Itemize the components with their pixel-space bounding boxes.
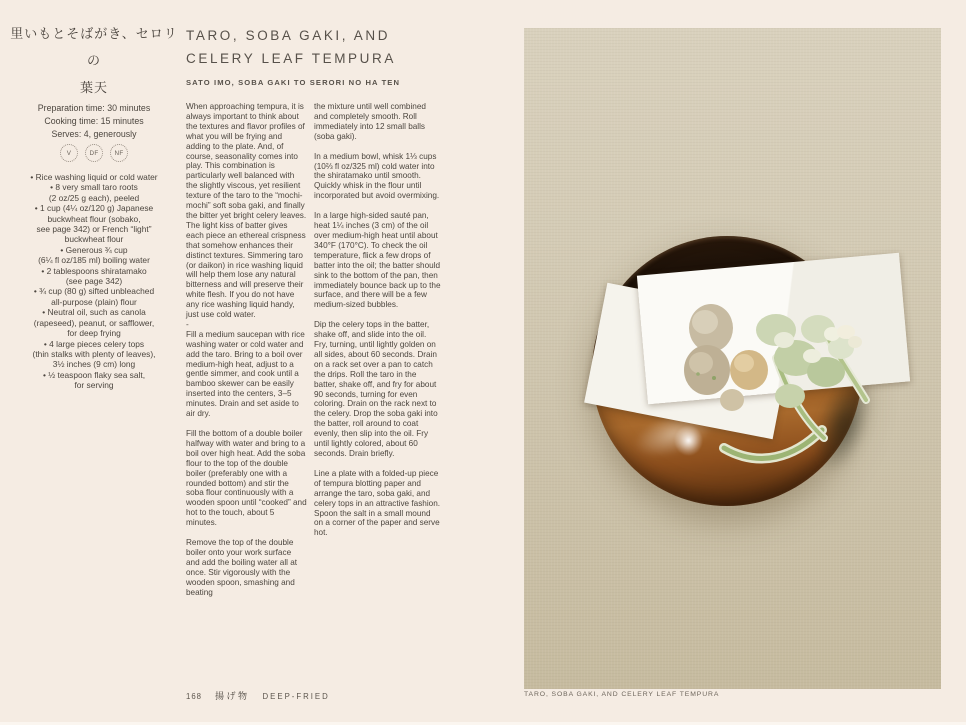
recipe-title-japanese: [8, 20, 180, 101]
chapter-name-english: DEEP-FRIED: [262, 692, 330, 701]
cook-time: Cooking time: 15 minutes: [44, 116, 144, 126]
instructions-column-1: [186, 102, 307, 598]
page-title: [186, 24, 446, 70]
page-footer: [186, 689, 330, 702]
recipe-title-japanese-line1: 里いもとそばがき、セロリの: [10, 26, 178, 68]
ingredient-line: (rapeseed), peanut, or safflower,: [33, 317, 155, 328]
ingredients-list: [2, 172, 186, 391]
page-number: 168: [186, 692, 203, 701]
recipe-subtitle-romaji: SATO IMO, SOBA GAKI TO SERORI NO HA TEN: [186, 78, 401, 87]
instruction-paragraph: In a medium bowl, whisk 1⅓ cups (10⅔ fl oz/325 ml) cold water into the shiratamako until smooth. Quickly whisk in the flour until incorporated but avoid overmixing.: [314, 151, 440, 201]
ingredient-line: (see page 342): [65, 276, 123, 287]
ingredient-line: • 2 tablespoons shiratamako: [41, 265, 147, 276]
page-title-line2: CELERY LEAF TEMPURA: [186, 51, 396, 66]
instruction-paragraph: When approaching tempura, it is always important to think about the textures and flavor profiles of what you will be frying and adding to the plate. And, of course, seasonality comes into play. This combination is particularly well balanced with the slightly viscous, yet resilient texture of the taro to the “mochi-mochi” soft soba gaki, and finally the bitter yet bright celery leaves. The light kiss of batter gives each piece an ethereal crispness that somehow enhances their distinct textures. Simmering taro (or daikon) in rice washing liquid will help them lose any natural bitterness and will preserve their white flesh. If you do not have any rice washing liquid handy, just use cold water.: [186, 102, 307, 320]
ingredient-line: buckwheat flour (sobako,: [47, 213, 141, 224]
prep-time: Preparation time: 30 minutes: [37, 103, 151, 113]
salt-mound: [674, 425, 703, 456]
instruction-paragraph: Remove the top of the double boiler onto your work surface and add the boiling water all at once. Stir vigorously with the wooden spoon, smashing and beating: [186, 538, 298, 597]
ingredient-line: • 4 large pieces celery tops: [43, 338, 145, 349]
instruction-paragraph: the mixture until well combined and completely smooth. Roll immediately into 12 small balls (soba gaki).: [314, 102, 426, 141]
ingredient-line: all-purpose (plain) flour: [51, 296, 137, 307]
ingredient-line: see page 342) or French “light”: [36, 224, 152, 235]
instruction-paragraph: In a large high-sided sauté pan, heat 1¼ inches (3 cm) of the oil over medium-high heat until about 340°F (170°C). To check the oil temperature, flick a few drops of batter into the oil; the batter should sink to the bottom of the pan, then immediately bounce back up to the surface, and there will be a few medium-sized bubbles.: [314, 211, 441, 310]
badge-vegetarian: V: [60, 144, 78, 162]
dietary-badges: [8, 144, 180, 162]
ingredient-line: • ¾ cup (80 g) sifted unbleached: [33, 286, 155, 297]
serves: Serves: 4, generously: [51, 129, 137, 139]
ingredient-line: • 1 cup (4¼ oz/120 g) Japanese: [34, 203, 154, 214]
chapter-name-japanese: 揚げ物: [215, 691, 250, 701]
ingredient-line: • Rice washing liquid or cold water: [30, 172, 158, 182]
ingredient-line: for deep frying: [67, 328, 121, 339]
ingredient-line: 3½ inches (9 cm) long: [52, 359, 136, 370]
ingredient-line: • ½ teaspoon flaky sea salt,: [42, 369, 146, 380]
instructions-column-2: [314, 102, 441, 538]
badge-nut-free: NF: [110, 144, 128, 162]
ingredient-line: buckwheat flour: [64, 234, 124, 245]
instruction-divider-dash: -: [186, 319, 189, 329]
ingredient-line: (6¼ fl oz/185 ml) boiling water: [38, 255, 150, 266]
ingredient-line: • 8 very small taro roots: [50, 182, 138, 193]
instruction-paragraph: Fill a medium saucepan with rice washing water or cold water and add the taro. Bring to a boil over medium-high heat, adjust to a gentle simmer, and cook until a bamboo skewer can be easily inserted into the centers, 3–5 minutes. Drain and set aside to air dry.: [186, 329, 305, 419]
instruction-paragraph: Line a plate with a folded-up piece of tempura blotting paper and arrange the taro, soba gaki, and celery tops in an attractive fashion. Spoon the salt in a small mound on a corner of the paper and serve hot.: [314, 468, 441, 538]
ingredient-line: for serving: [74, 380, 114, 391]
photo-caption: TARO, SOBA GAKI, AND CELERY LEAF TEMPURA: [524, 691, 720, 698]
badge-dairy-free: DF: [85, 144, 103, 162]
page-title-line1: TARO, SOBA GAKI, AND: [186, 28, 391, 43]
instruction-paragraph: Dip the celery tops in the batter, shake off, and slide into the oil. Fry, turning, until lightly golden on all sides, about 60 seconds. Drain on a rack set over a pan to catch the drips. Roll the taro in the batter, shake off, and fry for about 90 seconds, turning for even coloring. Drain on the rack next to the celery. Drop the soba gaki into the batter, roll around to coat evenly, then slip into the oil. Fry until lightly colored, about 60 seconds. Drain briefly.: [314, 320, 438, 458]
ingredient-line: (thin stalks with plenty of leaves),: [32, 348, 156, 359]
ingredient-line: • Generous ¾ cup: [60, 244, 128, 255]
ingredient-line: • Neutral oil, such as canola: [42, 307, 146, 318]
recipe-meta: [8, 102, 180, 141]
ingredient-line: (2 oz/25 g each), peeled: [48, 192, 140, 203]
recipe-title-japanese-line2: 葉天: [79, 80, 108, 95]
dish-photo: [524, 28, 941, 689]
blotting-paper-top: [637, 253, 910, 404]
instruction-paragraph: Fill the bottom of a double boiler halfway with water and bring to a boil over high heat. Add the soba flour to the top of the double boiler (preferably one with a rounded bottom) and stir the soba flour continuously with a wooden spoon until “cooked” and hot to the touch, about 5 minutes.: [186, 429, 307, 528]
